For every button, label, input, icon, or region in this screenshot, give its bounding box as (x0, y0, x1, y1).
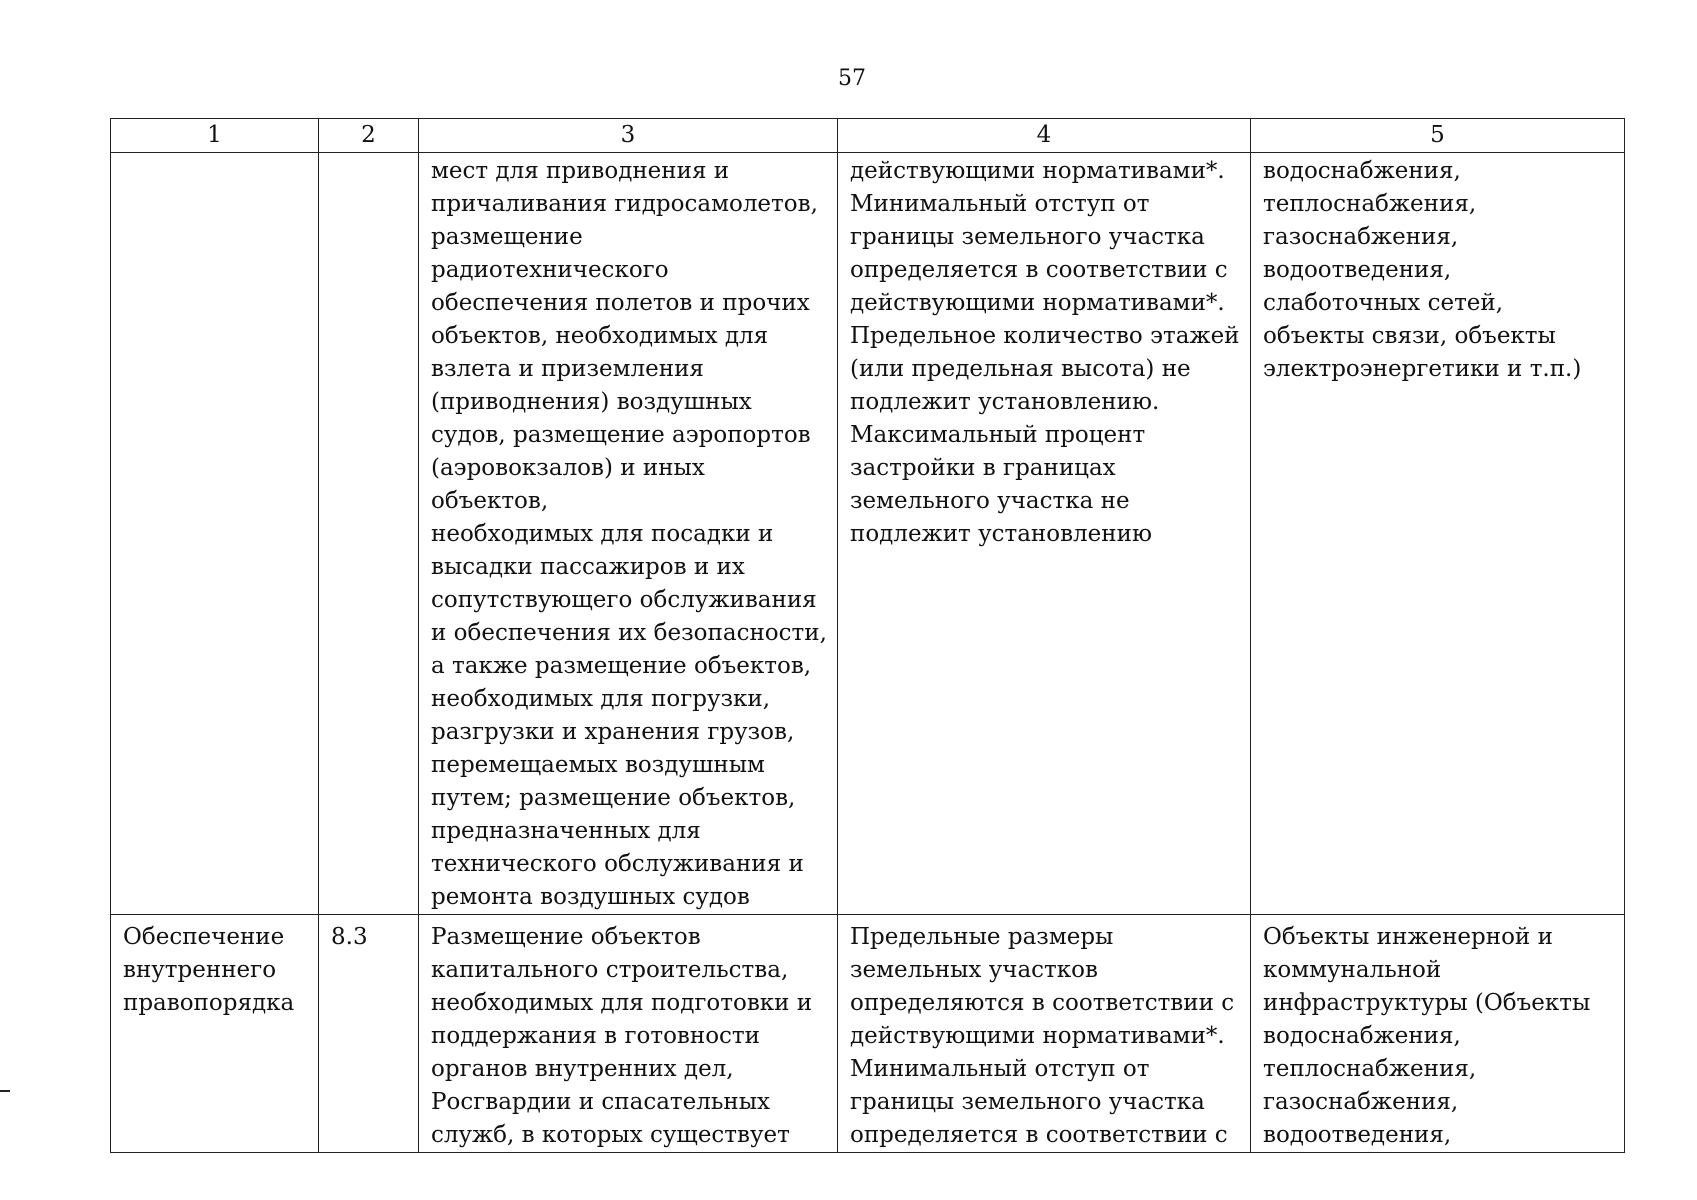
auxiliary-uses-cell: Объекты инженерной и коммунальной инфраструктуры (Объекты водоснабжения, теплоснабжения, газоснабжения, водоотведения, (1251, 915, 1625, 1153)
auxiliary-uses-cell: водоснабжения, теплоснабжения, газоснабжения, водоотведения, слаботочных сетей, объекты связи, объекты электроэнергетики и т.п.) (1251, 153, 1625, 915)
parameters-cell: Предельные размеры земельных участков определяются в соответствии с действующими нормативами*. Минимальный отступ от границы земельного участка определяется в соответствии с (838, 915, 1251, 1153)
scan-margin-mark (0, 1090, 10, 1092)
use-name-cell: Обеспечение внутреннего правопорядка (111, 915, 319, 1153)
use-description-cell: Размещение объектов капитального строительства, необходимых для подготовки и поддержания в готовности органов внутренних дел, Росгвардии и спасательных служб, в которых существует (419, 915, 838, 1153)
parameters-cell: действующими нормативами*. Минимальный отступ от границы земельного участка определяется в соответствии с действующими нормативами*. Предельное количество этажей (или предельная высота) не подлежит установлению. Максимальный процент застройки в границах земельного участка не подлежит установлению (838, 153, 1251, 915)
table-row (111, 915, 1625, 1153)
page-number: 57 (838, 66, 866, 91)
column-header-2: 2 (319, 119, 419, 153)
table-header-row (111, 119, 1625, 153)
use-code-cell: 8.3 (319, 915, 419, 1153)
use-code-cell (319, 153, 419, 915)
column-header-3: 3 (419, 119, 838, 153)
column-header-5: 5 (1251, 119, 1625, 153)
column-header-1: 1 (111, 119, 319, 153)
regulations-table (110, 118, 1625, 1153)
table-row (111, 153, 1625, 915)
column-header-4: 4 (838, 119, 1251, 153)
use-name-cell (111, 153, 319, 915)
use-description-cell: мест для приводнения и причаливания гидросамолетов, размещение радиотехнического обеспечения полетов и прочих объектов, необходимых для взлета и приземления (приводнения) воздушных судов, размещение аэропортов (аэровокзалов) и иных объектов, необходимых для посадки и высадки пассажиров и их сопутствующего обслуживания и обеспечения их безопасности, а также размещение объектов, необходимых для погрузки, разгрузки и хранения грузов, перемещаемых воздушным путем; размещение объектов, предназначенных для технического обслуживания и ремонта воздушных судов (419, 153, 838, 915)
